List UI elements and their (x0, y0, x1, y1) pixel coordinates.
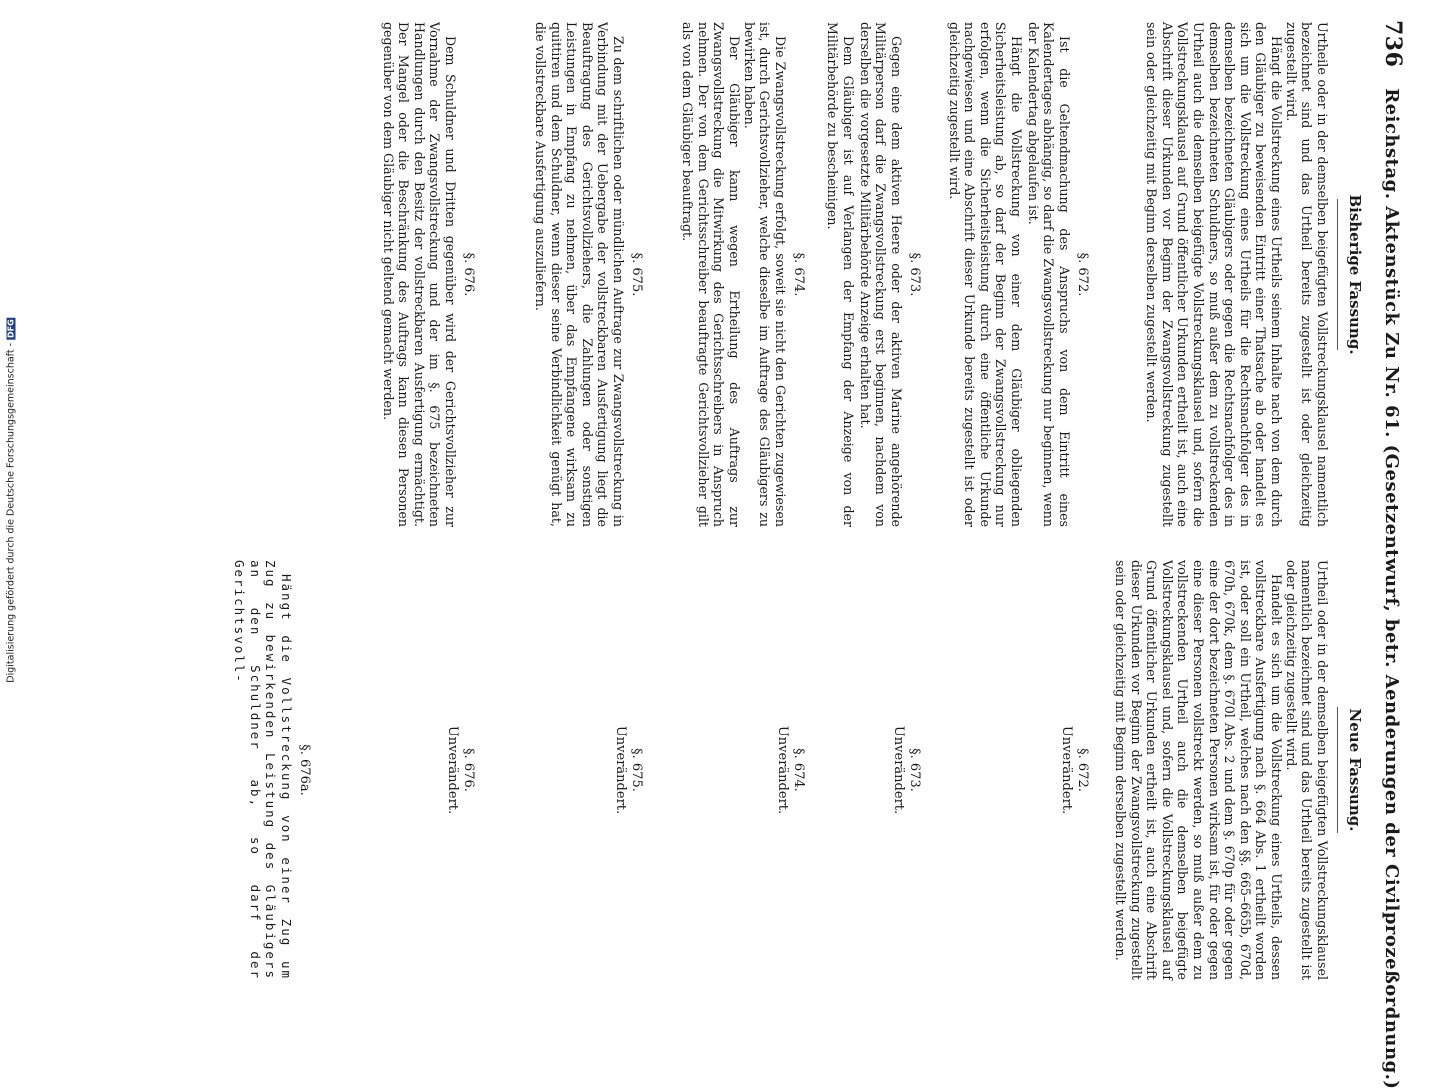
section-heading: §. 673. (907, 252, 922, 297)
section-heading: §. 676. (461, 748, 476, 792)
paragraph: Hängt die Vollstreckung von einer Zug um Zug zu bewirkenden Leistung des Gläubigers an den Schuldner ab, so darf der Gerichtsvoll- (232, 560, 294, 980)
section-heading: §. 676. (461, 252, 476, 297)
page-header (1366, 20, 1406, 1089)
status-unchanged: Unverändert. (891, 725, 906, 815)
section-heading: §. 672. (1075, 748, 1090, 792)
paragraph: Der Gläubiger kann wegen Ertheilung des Auftrags zur Zwangsvollstreckung die Mitwirkung des Gerichtsschreibers in Anspruch nehmen. Der von dem Gerichtsschreiber beauftragte Gerichtsvollzieher gilt als von dem Gläubiger beauftragt. (680, 22, 742, 527)
column-heading: Neue Fassung. (1346, 708, 1364, 832)
column-heading: Bisherige Fassung. (1346, 194, 1364, 355)
page-title: Reichstag. Aktenstück Zu Nr. 61. (Gesetzentwurf, betr. Aenderungen der Civilprozeßordnung.) (1381, 88, 1402, 1089)
paragraph: Zu dem schriftlichen oder mündlichen Auftrage zur Zwangsvollstreckung in Verbindung mit der Uebergabe der vollstreckbaren Ausfertigung liegt die Beauftragung des Gerichtsvollziehers, die Zahlungen oder sonstigen Leistungen in Empfang zu nehmen, über das Empfangene wirksam zu quittiren und dem Schuldner, wenn dieser seine Verbindlichkeit genügt hat, die vollstreckbare Ausfertigung auszuliefern. (533, 22, 626, 527)
section-heading: §. 672. (1075, 252, 1090, 297)
section-heading: §. 676a. (297, 744, 312, 796)
paragraph-intro: Urtheile oder in der demselben beigefügten Vollstreckungsklausel namentlich bezeichnet sind und das Urtheil bereits zugestellt ist oder gleichzeitig zugestellt wird. (1283, 22, 1330, 527)
status-unchanged: Unverändert. (613, 725, 628, 815)
heading-rule (1337, 199, 1338, 351)
paragraph: Hängt die Vollstreckung eines Urtheils seinem Inhalte nach von dem durch den Gläubiger zu beweisenden Eintritt einer Thatsache ab oder handelt es sich um die Vollstreckung eines Urtheils für die Rechtsnachfolger des in demselben bezeichneten Gläubigers oder gegen die Rechtsnachfolger des in demselben bezeichneten Schuldners, so muß außer dem zu vollstreckenden Urtheil auch die demselben beigefügte Vollstreckungsklausel und, sofern die Vollstreckungsklausel auf Grund öffentlicher Urkunden ertheilt ist, auch eine Abschrift dieser Urkunden vor Beginn der Zwangsvollstreckung zugestellt sein oder gleichzeitig mit Beginn derselben zugestellt werden. (1144, 22, 1284, 527)
paragraph: Die Zwangsvollstreckung erfolgt, soweit sie nicht den Gerichten zugewiesen ist, durch Gerichtsvollzieher, welche dieselbe im Auftrage des Gläubigers zu bewirken haben. (741, 22, 788, 527)
paragraph: Gegen eine dem aktiven Heere oder der aktiven Marine angehörende Militärperson darf die Zwangsvollstreckung erst beginnen, nachdem von derselben die vorgesetzte Militärbehörde Anzeige erhalten hat. (857, 22, 904, 527)
dfg-logo: DFG (6, 319, 16, 338)
section-heading: §. 673. (907, 748, 922, 792)
paragraph: Ist die Geltendmachung des Anspruchs von dem Eintritt eines Kalendertages abhängig, so darf die Zwangsvollstreckung nur beginnen, wenn der Kalendertag abgelaufen ist. (1025, 22, 1072, 527)
digitization-note-text: Digitalisierung gefördert durch die Deutsche Forschungsgemeinschaft - (5, 342, 17, 683)
section-heading: §. 675. (629, 252, 644, 297)
paragraph: Dem Schuldner und Dritten gegenüber wird der Gerichtsvollzieher zur Vornahme der Zwangsvollstreckung und der im §. 675 bezeichneten Handlungen durch den Besitz der vollstreckbaren Ausfertigung ermächtigt. Der Mangel oder die Beschränkung des Auftrags kann diesen Personen gegenüber von dem Gläubiger nicht geltend gemacht werden. (380, 22, 458, 527)
paragraph-intro: Urtheil oder in der demselben beigefügten Vollstreckungsklausel namentlich bezeichnet sind und das Urtheil bereits zugestellt ist oder gleichzeitig zugestellt wird. (1283, 560, 1330, 980)
status-unchanged: Unverändert. (775, 725, 790, 815)
section-heading: §. 674. (791, 252, 806, 297)
status-unchanged: Unverändert. (1059, 725, 1074, 815)
status-unchanged: Unverändert. (445, 725, 460, 815)
paragraph: Handelt es sich um die Vollstreckung eines Urtheils, dessen vollstreckbare Ausfertigung nach §. 664 Abs. 1 ertheilt worden ist, oder soll ein Urtheil, welches nach den §§. 665–665b, 670d, 670h, 670k, dem §. 670l Abs. 2 und dem §. 670p für oder gegen eine der dort bezeichneten Personen wirksam ist, für oder gegen eine dieser Personen vollstreckt werden, so muß außer dem zu vollstreckenden Urtheil auch die demselben beigefügte Vollstreckungsklausel und, sofern die Vollstreckungsklausel auf Grund öffentlicher Urkunden ertheilt ist, auch eine Abschrift dieser Urkunden vor Beginn der Zwangsvollstreckung zugestellt sein oder gleichzeitig mit Beginn derselben zugestellt werden. (1113, 560, 1284, 980)
paragraph: Dem Gläubiger ist auf Verlangen der Empfang der Anzeige von der Militärbehörde zu bescheinigen. (825, 22, 856, 527)
section-heading: §. 675. (629, 748, 644, 792)
page-number: 736 (1380, 20, 1406, 68)
section-heading: §. 674. (791, 748, 806, 792)
heading-rule (1337, 707, 1338, 833)
paragraph: Hängt die Vollstreckung von einer dem Gläubiger obliegenden Sicherheitsleistung ab, so darf der Beginn der Zwangsvollstreckung nur erfolgen, wenn die Sicherheitsleistung durch eine öffentliche Urkunde nachgewiesen und eine Abschrift dieser Urkunde bereits zugestellt ist oder gleichzeitig zugestellt wird. (946, 22, 1024, 527)
digitization-note (0, 0, 22, 1000)
